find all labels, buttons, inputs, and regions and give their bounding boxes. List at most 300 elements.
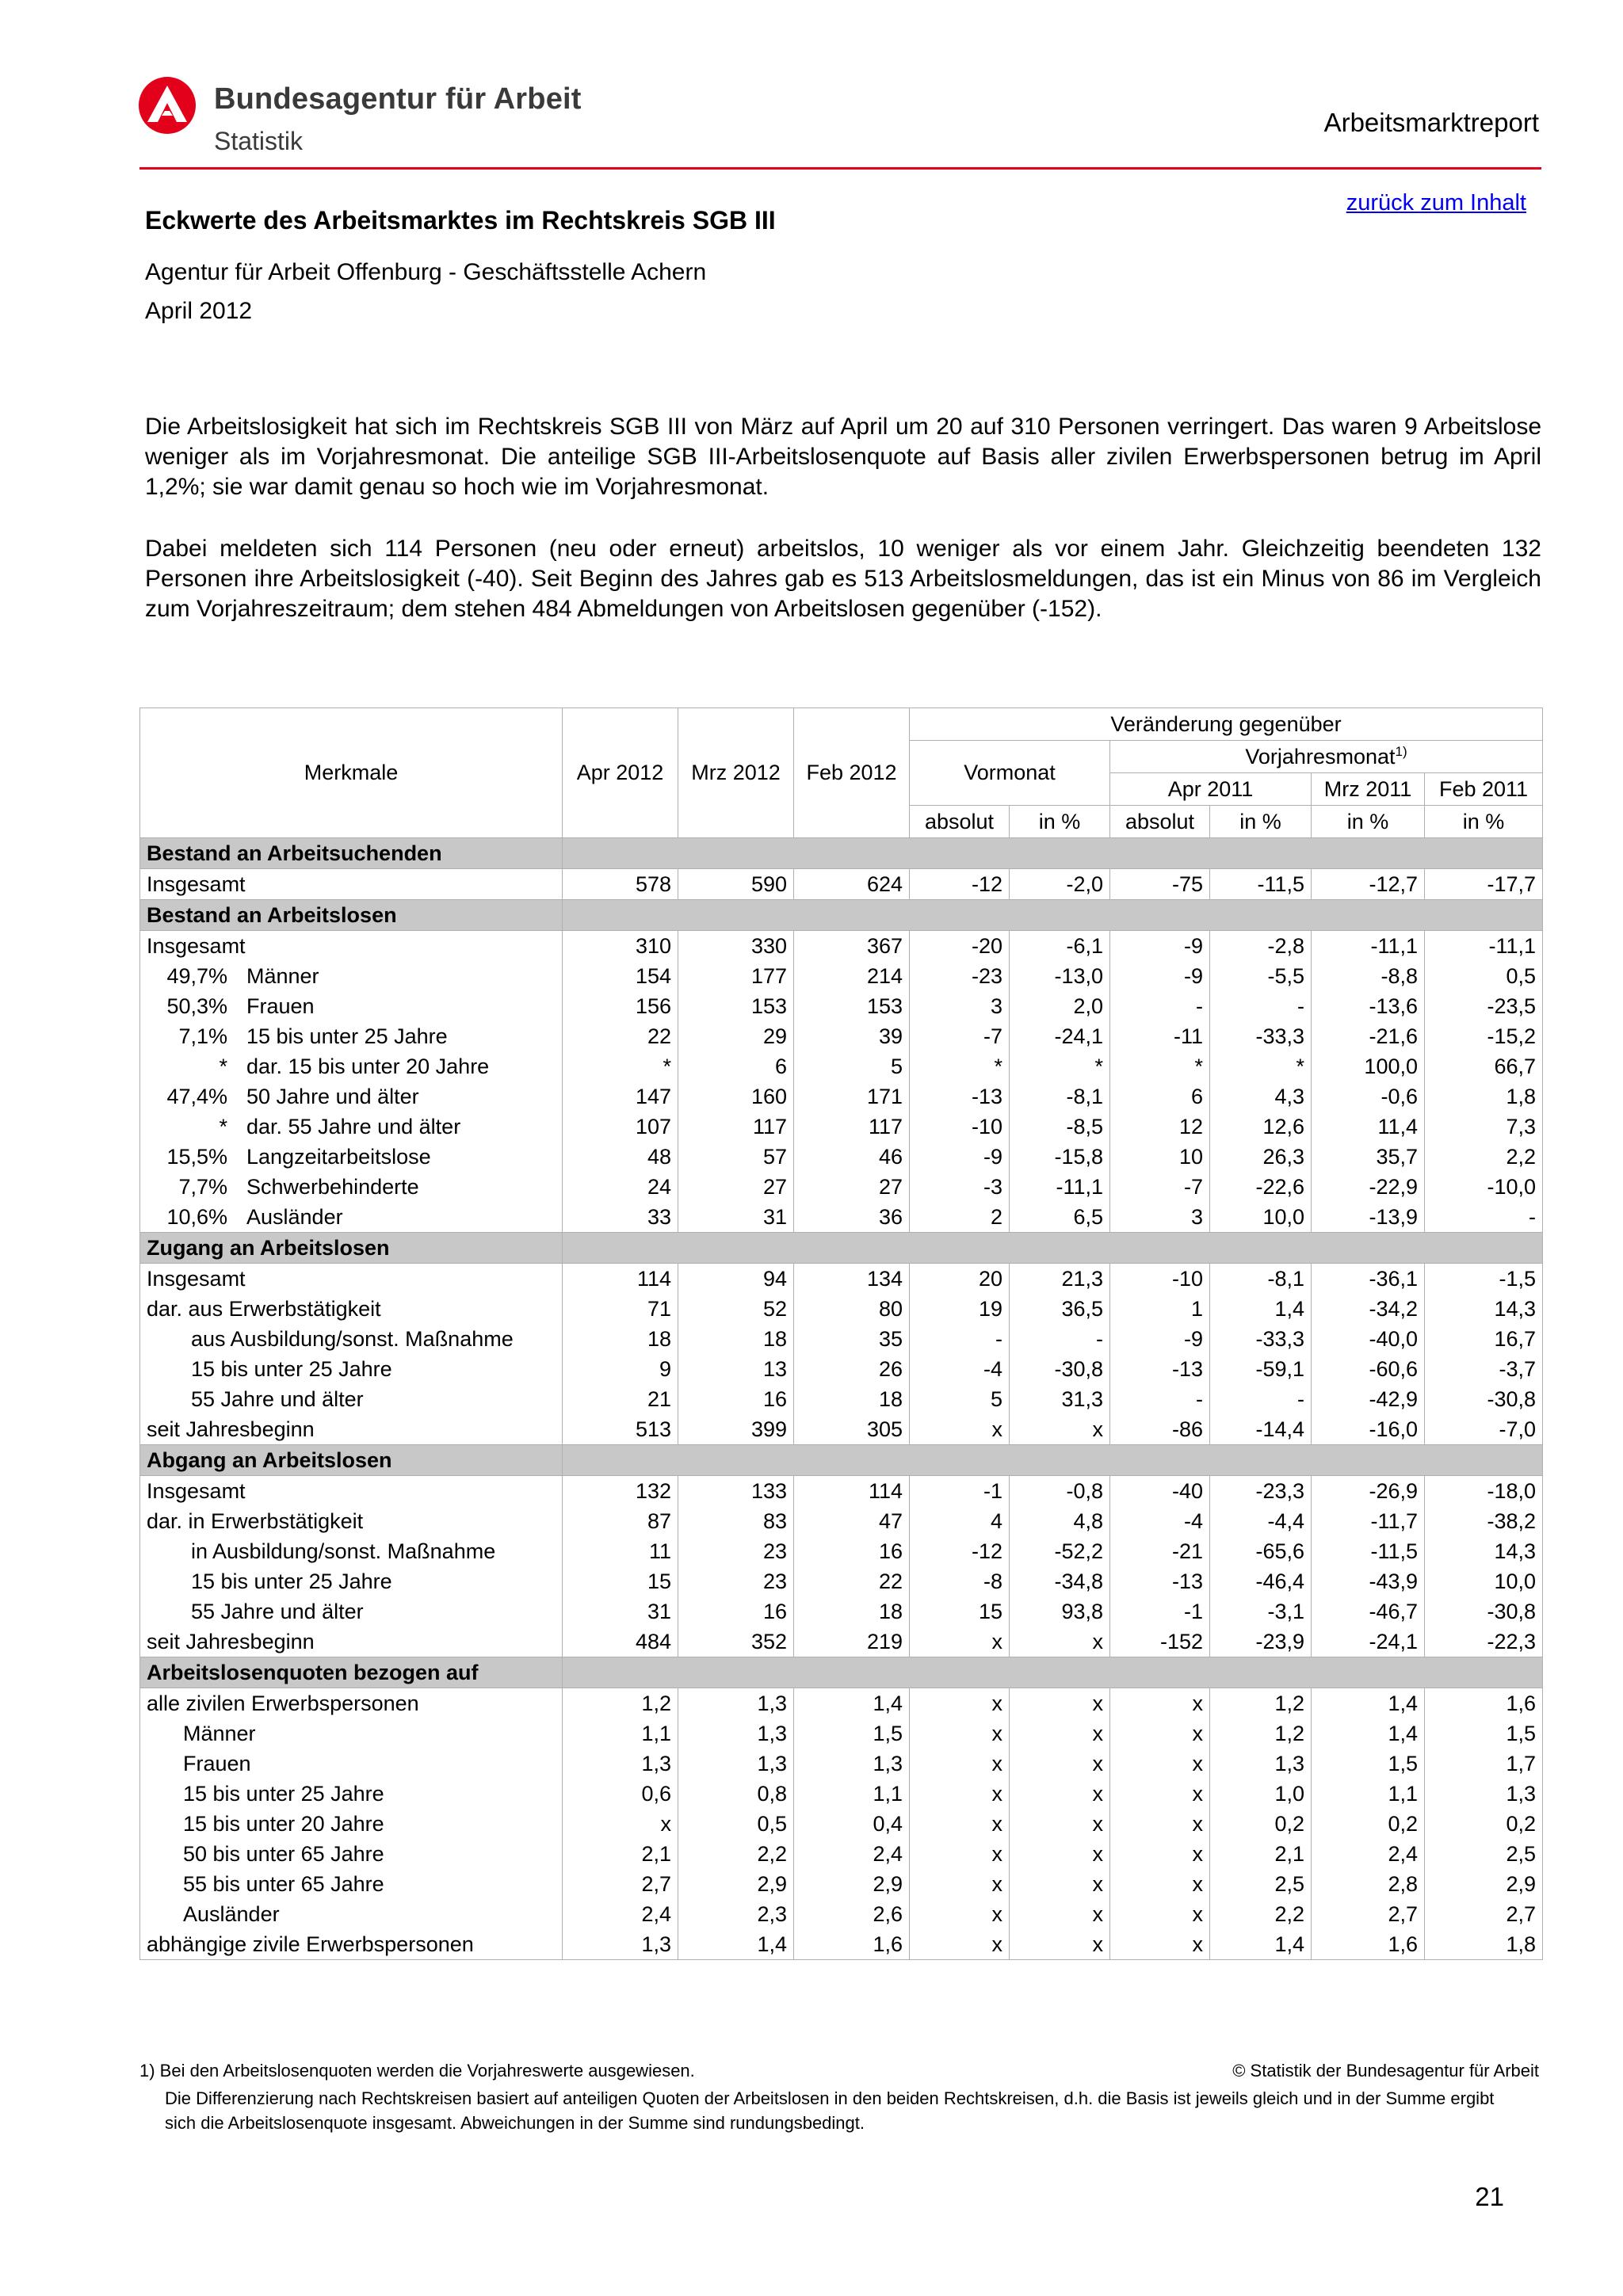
value-cell: x [910, 1839, 1010, 1869]
value-cell: x [910, 1899, 1010, 1929]
section-row [140, 1445, 1543, 1476]
value-cell: 33 [563, 1202, 678, 1233]
row-label-cell [140, 1688, 563, 1719]
row-label-cell [140, 1172, 563, 1202]
table-row [140, 1749, 1543, 1779]
value-cell: -23,3 [1210, 1476, 1312, 1507]
value-cell: -3,7 [1425, 1354, 1543, 1384]
table-row [140, 1051, 1543, 1081]
value-cell: 4,3 [1210, 1081, 1312, 1112]
value-cell: 1,3 [1210, 1749, 1312, 1779]
value-cell: 2,5 [1210, 1869, 1312, 1899]
value-cell: 1,1 [1312, 1779, 1425, 1809]
row-label-cell [140, 1021, 563, 1051]
table-row [140, 1596, 1543, 1627]
footnote-2: Die Differenzierung nach Rechtskreisen basiert auf anteiligen Quoten der Arbeitslosen in den beiden Rechtskreisen, d.h. die Basis ist jeweils gleich und in der Summe ergibt sich die Arbeitslosenquote insgesamt. Abweichungen in der Summe sind rundungsbedingt. [165, 2088, 1495, 2133]
value-cell: - [1210, 991, 1312, 1021]
value-cell: 48 [563, 1142, 678, 1172]
value-cell: 1,2 [563, 1688, 678, 1719]
value-cell: -1,5 [1425, 1264, 1543, 1295]
value-cell: x [910, 1929, 1010, 1960]
value-cell: -42,9 [1312, 1384, 1425, 1414]
value-cell: 57 [678, 1142, 794, 1172]
row-label: Frauen [246, 994, 315, 1018]
row-label: Langzeitarbeitslose [246, 1144, 431, 1169]
value-cell: 1,6 [794, 1929, 910, 1960]
row-label-cell [140, 1536, 563, 1566]
value-cell: 11 [563, 1536, 678, 1566]
value-cell: -23 [910, 961, 1010, 991]
row-label-cell [140, 961, 563, 991]
value-cell: 22 [563, 1021, 678, 1051]
table-row [140, 1839, 1543, 1869]
value-cell: -13,9 [1312, 1202, 1425, 1233]
value-cell: 0,2 [1425, 1809, 1543, 1839]
value-cell: 22 [794, 1566, 910, 1596]
table-row [140, 1202, 1543, 1233]
value-cell: 100,0 [1312, 1051, 1425, 1081]
value-cell: x [1110, 1688, 1210, 1719]
col-mrz2011-pct: in % [1312, 806, 1425, 838]
row-label: in Ausbildung/sonst. Maßnahme [191, 1539, 496, 1563]
section-row [140, 1657, 1543, 1688]
table-header [140, 708, 1543, 838]
value-cell: -34,8 [1010, 1566, 1110, 1596]
value-cell: 13 [678, 1354, 794, 1384]
value-cell: x [1110, 1899, 1210, 1929]
footnote-marker: 1) [1395, 744, 1407, 759]
section-fill [563, 900, 1543, 931]
table-row [140, 1688, 1543, 1719]
value-cell: 1,1 [563, 1718, 678, 1749]
value-cell: -30,8 [1425, 1384, 1543, 1414]
value-cell: 114 [794, 1476, 910, 1507]
value-cell: -12 [910, 869, 1010, 900]
value-cell: 1,3 [794, 1749, 910, 1779]
value-cell: -22,3 [1425, 1627, 1543, 1657]
row-label: dar. aus Erwerbstätigkeit [147, 1296, 381, 1321]
value-cell: 177 [678, 961, 794, 991]
value-cell: 1,3 [678, 1688, 794, 1719]
value-cell: 16 [678, 1384, 794, 1414]
row-label-cell [140, 1899, 563, 1929]
value-cell: -24,1 [1010, 1021, 1110, 1051]
value-cell: x [910, 1809, 1010, 1839]
row-label-cell [140, 1809, 563, 1839]
row-label-cell [140, 1839, 563, 1869]
row-label-cell [140, 931, 563, 962]
org-sub: Statistik [214, 127, 304, 155]
value-cell: -8 [910, 1566, 1010, 1596]
value-cell: 2,9 [678, 1869, 794, 1899]
row-label: seit Jahresbeginn [147, 1417, 315, 1441]
value-cell: -7 [910, 1021, 1010, 1051]
table-row [140, 1354, 1543, 1384]
value-cell: x [910, 1688, 1010, 1719]
row-label-cell [140, 1051, 563, 1081]
value-cell: -1 [910, 1476, 1010, 1507]
row-label-cell [140, 1627, 563, 1657]
value-cell: 66,7 [1425, 1051, 1543, 1081]
value-cell: 513 [563, 1414, 678, 1445]
value-cell: -4,4 [1210, 1506, 1312, 1536]
table-row [140, 1627, 1543, 1657]
value-cell: -3,1 [1210, 1596, 1312, 1627]
value-cell: 1,4 [1312, 1718, 1425, 1749]
value-cell: 21 [563, 1384, 678, 1414]
share-pct: * [219, 1114, 227, 1138]
value-cell: x [1110, 1929, 1210, 1960]
value-cell: -8,1 [1010, 1081, 1110, 1112]
value-cell: x [910, 1414, 1010, 1445]
value-cell: 15 [910, 1596, 1010, 1627]
col-merkmale: Merkmale [140, 708, 563, 838]
value-cell: -10 [910, 1112, 1010, 1142]
value-cell: -46,4 [1210, 1566, 1312, 1596]
value-cell: -1 [1110, 1596, 1210, 1627]
value-cell: -2,8 [1210, 931, 1312, 962]
value-cell: 330 [678, 931, 794, 962]
row-label-cell [140, 1324, 563, 1354]
value-cell: 1,4 [1210, 1294, 1312, 1324]
value-cell: -18,0 [1425, 1476, 1543, 1507]
value-cell: x [1010, 1929, 1110, 1960]
value-cell: -33,3 [1210, 1324, 1312, 1354]
value-cell: 19 [910, 1294, 1010, 1324]
value-cell: -13 [1110, 1354, 1210, 1384]
value-cell: -8,5 [1010, 1112, 1110, 1142]
value-cell: 1,2 [1210, 1718, 1312, 1749]
row-label: 55 Jahre und älter [191, 1386, 364, 1411]
value-cell: -6,1 [1010, 931, 1110, 962]
value-cell: 1,3 [678, 1749, 794, 1779]
ba-logo-icon [138, 76, 197, 135]
value-cell: -12,7 [1312, 869, 1425, 900]
value-cell: -0,8 [1010, 1476, 1110, 1507]
row-label: 15 bis unter 25 Jahre [191, 1569, 392, 1593]
row-label: dar. 55 Jahre und älter [246, 1114, 461, 1138]
table-row [140, 1264, 1543, 1295]
col-feb-2011: Feb 2011 [1425, 773, 1543, 806]
value-cell: x [1010, 1899, 1110, 1929]
table-row [140, 1384, 1543, 1414]
row-label-cell [140, 1354, 563, 1384]
value-cell: 0,5 [1425, 961, 1543, 991]
value-cell: 29 [678, 1021, 794, 1051]
row-label: dar. 15 bis unter 20 Jahre [246, 1054, 490, 1078]
value-cell: - [1425, 1202, 1543, 1233]
value-cell: 6 [1110, 1081, 1210, 1112]
value-cell: 1,4 [1312, 1688, 1425, 1719]
value-cell: -7,0 [1425, 1414, 1543, 1445]
value-cell: -7 [1110, 1172, 1210, 1202]
row-label-cell [140, 1779, 563, 1809]
value-cell: 4,8 [1010, 1506, 1110, 1536]
value-cell: 5 [910, 1384, 1010, 1414]
value-cell: 23 [678, 1566, 794, 1596]
value-cell: -10,0 [1425, 1172, 1543, 1202]
value-cell: x [910, 1869, 1010, 1899]
value-cell: 10 [1110, 1142, 1210, 1172]
row-label-cell [140, 1112, 563, 1142]
value-cell: -52,2 [1010, 1536, 1110, 1566]
value-cell: x [1010, 1869, 1110, 1899]
value-cell: -11,1 [1312, 931, 1425, 962]
value-cell: x [1010, 1414, 1110, 1445]
row-label: 55 bis unter 65 Jahre [183, 1871, 384, 1896]
value-cell: -30,8 [1010, 1354, 1110, 1384]
value-cell: 21,3 [1010, 1264, 1110, 1295]
value-cell: 5 [794, 1051, 910, 1081]
value-cell: -13 [910, 1081, 1010, 1112]
value-cell: 156 [563, 991, 678, 1021]
row-label: Ausländer [246, 1204, 343, 1229]
value-cell: x [1110, 1718, 1210, 1749]
value-cell: 36,5 [1010, 1294, 1110, 1324]
value-cell: 31,3 [1010, 1384, 1110, 1414]
value-cell: 6 [678, 1051, 794, 1081]
value-cell: 20 [910, 1264, 1010, 1295]
col-vorjahr-pct: in % [1210, 806, 1312, 838]
section-fill [563, 838, 1543, 869]
table-row [140, 1476, 1543, 1507]
value-cell: 2,4 [794, 1839, 910, 1869]
value-cell: 7,3 [1425, 1112, 1543, 1142]
table-row [140, 1779, 1543, 1809]
value-cell: 71 [563, 1294, 678, 1324]
row-label-cell [140, 1202, 563, 1233]
row-label-cell [140, 1718, 563, 1749]
value-cell: -21,6 [1312, 1021, 1425, 1051]
value-cell: 1,4 [794, 1688, 910, 1719]
value-cell: 1,0 [1210, 1779, 1312, 1809]
value-cell: -43,9 [1312, 1566, 1425, 1596]
value-cell: 35 [794, 1324, 910, 1354]
value-cell: 310 [563, 931, 678, 962]
value-cell: 10,0 [1425, 1566, 1543, 1596]
value-cell: 117 [794, 1112, 910, 1142]
value-cell: 367 [794, 931, 910, 962]
table-row [140, 1172, 1543, 1202]
value-cell: -34,2 [1312, 1294, 1425, 1324]
value-cell: - [1110, 991, 1210, 1021]
table-row [140, 1506, 1543, 1536]
value-cell: 12 [1110, 1112, 1210, 1142]
value-cell: * [1010, 1051, 1110, 1081]
value-cell: -15,2 [1425, 1021, 1543, 1051]
value-cell: 10,0 [1210, 1202, 1312, 1233]
section-row [140, 1233, 1543, 1264]
value-cell: 2,3 [678, 1899, 794, 1929]
value-cell: -9 [1110, 1324, 1210, 1354]
value-cell: -8,1 [1210, 1264, 1312, 1295]
share-pct: 10,6% [166, 1204, 227, 1229]
row-label-cell [140, 1476, 563, 1507]
table-row [140, 1414, 1543, 1445]
summary-paragraph-2: Dabei meldeten sich 114 Personen (neu oder erneut) arbeitslos, 10 weniger als vor einem Jahr. Gleichzeitig beendeten 132 Personen ihre Arbeitslosigkeit (-40). Seit Beginn des Jahres gab es 513 Arbeitslosmeldungen, das ist ein Minus von 86 im Vergleich zum Vorjahreszeitraum; dem stehen 484 Abmeldungen von Arbeitslosen gegenüber (-152). [145, 536, 1541, 622]
value-cell: 0,4 [794, 1809, 910, 1839]
value-cell: 2,2 [1210, 1899, 1312, 1929]
value-cell: -13 [1110, 1566, 1210, 1596]
value-cell: -11,5 [1312, 1536, 1425, 1566]
col-apr-2012: Apr 2012 [563, 708, 678, 838]
value-cell: -9 [1110, 961, 1210, 991]
value-cell: 153 [678, 991, 794, 1021]
value-cell: 1,3 [563, 1749, 678, 1779]
value-cell: 16 [794, 1536, 910, 1566]
value-cell: 2,9 [1425, 1869, 1543, 1899]
value-cell: - [1110, 1384, 1210, 1414]
page-number: 21 [1475, 2182, 1504, 2211]
value-cell: 27 [794, 1172, 910, 1202]
value-cell: 1,5 [1312, 1749, 1425, 1779]
row-label-cell [140, 1869, 563, 1899]
value-cell: -23,9 [1210, 1627, 1312, 1657]
value-cell: 2,1 [1210, 1839, 1312, 1869]
value-cell: -10 [1110, 1264, 1210, 1295]
row-label: Schwerbehinderte [246, 1174, 419, 1199]
value-cell: -11,1 [1010, 1172, 1110, 1202]
value-cell: x [1110, 1809, 1210, 1839]
value-cell: -22,9 [1312, 1172, 1425, 1202]
value-cell: -11,7 [1312, 1506, 1425, 1536]
value-cell: 153 [794, 991, 910, 1021]
value-cell: -11,5 [1210, 869, 1312, 900]
value-cell: 214 [794, 961, 910, 991]
value-cell: x [910, 1779, 1010, 1809]
row-label: Männer [246, 963, 319, 988]
table-row [140, 991, 1543, 1021]
col-veraenderung: Veränderung gegenüber [910, 708, 1543, 741]
value-cell: -8,8 [1312, 961, 1425, 991]
table-row [140, 1294, 1543, 1324]
value-cell: 1,3 [563, 1929, 678, 1960]
period-subtitle: April 2012 [145, 298, 253, 324]
row-label: aus Ausbildung/sonst. Maßnahme [191, 1326, 514, 1351]
value-cell: -5,5 [1210, 961, 1312, 991]
value-cell: -2,0 [1010, 869, 1110, 900]
value-cell: x [910, 1718, 1010, 1749]
row-label-cell [140, 869, 563, 900]
row-label: alle zivilen Erwerbspersonen [147, 1691, 419, 1715]
value-cell: 18 [678, 1324, 794, 1354]
value-cell: -40,0 [1312, 1324, 1425, 1354]
value-cell: 352 [678, 1627, 794, 1657]
value-cell: x [1010, 1718, 1110, 1749]
value-cell: 18 [794, 1384, 910, 1414]
vorjahresmonat-label: Vorjahresmonat [1245, 745, 1396, 769]
value-cell: -38,2 [1425, 1506, 1543, 1536]
row-label: 50 bis unter 65 Jahre [183, 1841, 384, 1866]
section-fill [563, 1233, 1543, 1264]
table-row [140, 931, 1543, 962]
table-row [140, 869, 1543, 900]
value-cell: -46,7 [1312, 1596, 1425, 1627]
value-cell: 219 [794, 1627, 910, 1657]
back-to-contents-link[interactable]: zurück zum Inhalt [1346, 190, 1526, 215]
value-cell: 624 [794, 869, 910, 900]
row-label-cell [140, 1749, 563, 1779]
value-cell: 0,8 [678, 1779, 794, 1809]
value-cell: 154 [563, 961, 678, 991]
share-pct: 50,3% [166, 994, 227, 1018]
value-cell: 93,8 [1010, 1596, 1110, 1627]
section-row [140, 838, 1543, 869]
value-cell: -75 [1110, 869, 1210, 900]
value-cell: x [1010, 1779, 1110, 1809]
value-cell: 147 [563, 1081, 678, 1112]
value-cell: -60,6 [1312, 1354, 1425, 1384]
table-row [140, 1929, 1543, 1960]
row-label: Insgesamt [147, 1478, 246, 1503]
value-cell: 2,1 [563, 1839, 678, 1869]
row-label-cell [140, 1929, 563, 1960]
value-cell: 107 [563, 1112, 678, 1142]
value-cell: 1 [1110, 1294, 1210, 1324]
value-cell: x [563, 1809, 678, 1839]
row-label: Insgesamt [147, 933, 246, 958]
value-cell: 305 [794, 1414, 910, 1445]
col-vormonat-absolut: absolut [910, 806, 1010, 838]
page-title: Eckwerte des Arbeitsmarktes im Rechtskreis SGB III [145, 206, 776, 235]
value-cell: 1,1 [794, 1779, 910, 1809]
share-pct: 47,4% [166, 1084, 227, 1108]
value-cell: 1,7 [1425, 1749, 1543, 1779]
value-cell: 12,6 [1210, 1112, 1312, 1142]
table-body [140, 838, 1543, 1960]
value-cell: 399 [678, 1414, 794, 1445]
value-cell: 0,5 [678, 1809, 794, 1839]
section-label: Abgang an Arbeitslosen [140, 1445, 563, 1476]
value-cell: -40 [1110, 1476, 1210, 1507]
value-cell: 31 [678, 1202, 794, 1233]
col-feb2011-pct: in % [1425, 806, 1543, 838]
value-cell: -11 [1110, 1021, 1210, 1051]
value-cell: -3 [910, 1172, 1010, 1202]
value-cell: 1,2 [1210, 1688, 1312, 1719]
row-label: Männer [183, 1721, 256, 1745]
value-cell: 14,3 [1425, 1294, 1543, 1324]
row-label: Insgesamt [147, 871, 246, 896]
share-pct: 7,7% [178, 1174, 227, 1199]
value-cell: -23,5 [1425, 991, 1543, 1021]
table-row [140, 1566, 1543, 1596]
table-row [140, 1142, 1543, 1172]
value-cell: 83 [678, 1506, 794, 1536]
value-cell: 1,5 [1425, 1718, 1543, 1749]
value-cell: 0,2 [1312, 1809, 1425, 1839]
col-vormonat: Vormonat [910, 741, 1110, 806]
report-name: Arbeitsmarktreport [1323, 108, 1539, 137]
value-cell: -14,4 [1210, 1414, 1312, 1445]
value-cell: -152 [1110, 1627, 1210, 1657]
row-label-cell [140, 1506, 563, 1536]
value-cell: 160 [678, 1081, 794, 1112]
value-cell: -86 [1110, 1414, 1210, 1445]
value-cell: 35,7 [1312, 1142, 1425, 1172]
row-label-cell [140, 1566, 563, 1596]
value-cell: x [910, 1627, 1010, 1657]
value-cell: 578 [563, 869, 678, 900]
value-cell: 2,5 [1425, 1839, 1543, 1869]
value-cell: -36,1 [1312, 1264, 1425, 1295]
table-row [140, 1869, 1543, 1899]
value-cell: 39 [794, 1021, 910, 1051]
value-cell: 2,4 [1312, 1839, 1425, 1869]
row-label: Frauen [183, 1751, 251, 1775]
value-cell: * [563, 1051, 678, 1081]
table-row [140, 1112, 1543, 1142]
